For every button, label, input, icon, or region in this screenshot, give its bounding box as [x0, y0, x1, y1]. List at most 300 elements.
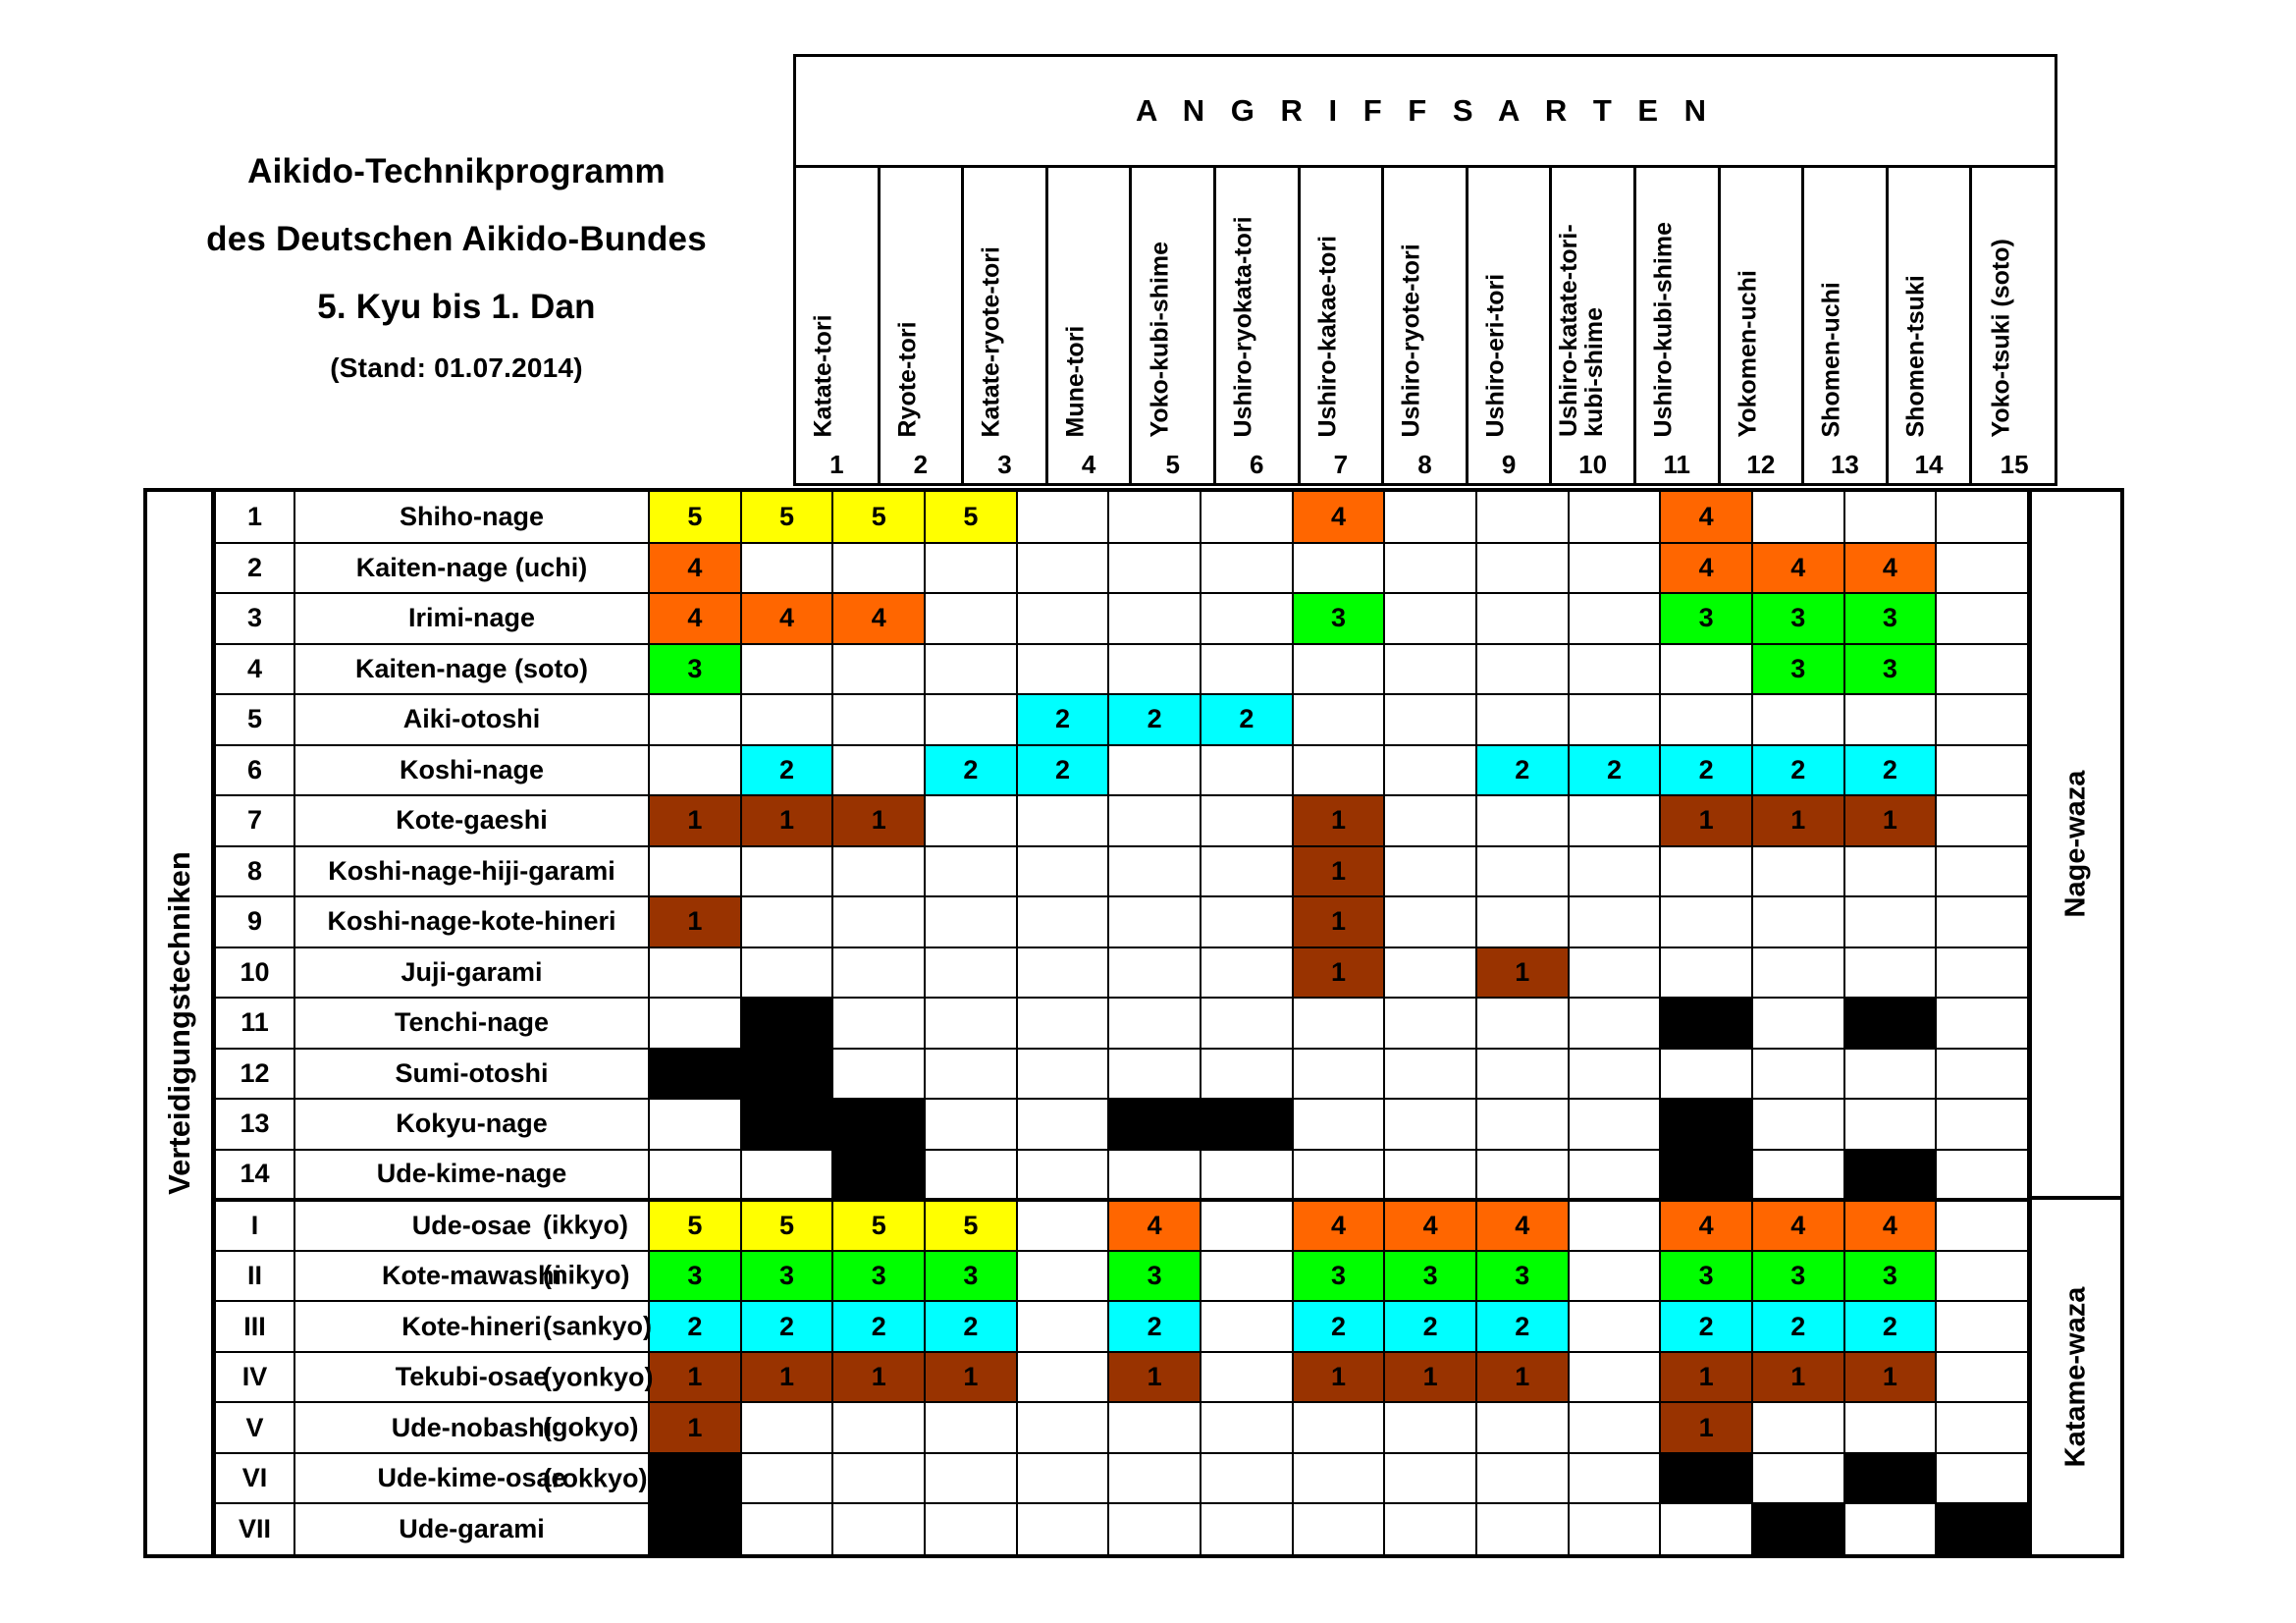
grade-cell[interactable] [1936, 644, 2028, 695]
grade-cell[interactable] [832, 1453, 925, 1504]
grade-cell[interactable] [1476, 1402, 1569, 1453]
grade-cell[interactable] [1936, 593, 2028, 644]
grade-cell[interactable] [1660, 644, 1752, 695]
grade-cell[interactable] [649, 998, 741, 1049]
grade-cell[interactable] [741, 1453, 833, 1504]
grade-cell[interactable] [1569, 644, 1661, 695]
grade-cell[interactable] [1017, 1503, 1109, 1554]
grade-cell[interactable] [1201, 947, 1293, 999]
grade-cell[interactable] [1936, 492, 2028, 543]
grade-cell[interactable] [1476, 1150, 1569, 1201]
grade-cell[interactable]: 5 [741, 492, 833, 543]
grade-cell[interactable] [1108, 1049, 1201, 1100]
grade-cell[interactable] [1384, 1099, 1476, 1150]
grade-cell[interactable] [1936, 1049, 2028, 1100]
grade-cell[interactable] [925, 998, 1017, 1049]
grade-cell[interactable] [1752, 492, 1844, 543]
grade-cell[interactable]: 3 [1752, 644, 1844, 695]
grade-cell[interactable]: 1 [1844, 795, 1937, 846]
grade-cell[interactable] [1569, 896, 1661, 947]
grade-cell[interactable] [1660, 1049, 1752, 1100]
grade-cell[interactable] [1569, 1200, 1661, 1251]
grade-cell[interactable]: 1 [1660, 1352, 1752, 1403]
grade-cell[interactable]: 1.D. [741, 998, 833, 1049]
grade-cell[interactable] [1201, 1049, 1293, 1100]
grade-cell[interactable]: 2 [1017, 694, 1109, 745]
grade-cell[interactable]: 1.D. [1660, 1099, 1752, 1150]
grade-cell[interactable] [1108, 947, 1201, 999]
grade-cell[interactable]: 1.D. [1108, 1099, 1201, 1150]
grade-cell[interactable] [1844, 846, 1937, 897]
grade-cell[interactable]: 2 [1293, 1301, 1385, 1352]
grade-cell[interactable] [925, 1453, 1017, 1504]
grade-cell[interactable] [1017, 492, 1109, 543]
grade-cell[interactable] [1569, 1453, 1661, 1504]
grade-cell[interactable] [1936, 896, 2028, 947]
grade-cell[interactable]: 2 [832, 1301, 925, 1352]
grade-cell[interactable] [1936, 1200, 2028, 1251]
grade-cell[interactable] [1201, 1453, 1293, 1504]
grade-cell[interactable] [1293, 745, 1385, 796]
grade-cell[interactable] [925, 644, 1017, 695]
grade-cell[interactable] [1108, 1503, 1201, 1554]
grade-cell[interactable] [1752, 1402, 1844, 1453]
grade-cell[interactable]: 1.D. [1936, 1503, 2028, 1554]
grade-cell[interactable]: 1.D. [741, 1099, 833, 1150]
grade-cell[interactable] [1476, 694, 1569, 745]
grade-cell[interactable]: 1 [1752, 795, 1844, 846]
grade-cell[interactable] [741, 846, 833, 897]
grade-cell[interactable] [1844, 694, 1937, 745]
grade-cell[interactable] [741, 947, 833, 999]
grade-cell[interactable] [1384, 998, 1476, 1049]
grade-cell[interactable]: 2 [1017, 745, 1109, 796]
grade-cell[interactable] [1017, 947, 1109, 999]
grade-cell[interactable] [1108, 1402, 1201, 1453]
grade-cell[interactable] [1293, 694, 1385, 745]
grade-cell[interactable] [925, 593, 1017, 644]
grade-cell[interactable] [1017, 1402, 1109, 1453]
grade-cell[interactable]: 3 [649, 644, 741, 695]
grade-cell[interactable]: 1 [832, 795, 925, 846]
grade-cell[interactable] [1476, 543, 1569, 594]
grade-cell[interactable] [1293, 998, 1385, 1049]
grade-cell[interactable]: 1.D. [649, 1453, 741, 1504]
grade-cell[interactable]: 1.D. [741, 1049, 833, 1100]
grade-cell[interactable] [1936, 1251, 2028, 1302]
grade-cell[interactable] [1936, 998, 2028, 1049]
grade-cell[interactable]: 3 [1752, 593, 1844, 644]
grade-cell[interactable] [1293, 543, 1385, 594]
grade-cell[interactable] [1384, 1150, 1476, 1201]
grade-cell[interactable] [1660, 846, 1752, 897]
grade-cell[interactable]: 3 [925, 1251, 1017, 1302]
grade-cell[interactable]: 1 [1660, 1402, 1752, 1453]
grade-cell[interactable]: 5 [925, 492, 1017, 543]
grade-cell[interactable]: 1 [1293, 1352, 1385, 1403]
grade-cell[interactable] [1752, 1049, 1844, 1100]
grade-cell[interactable] [1201, 644, 1293, 695]
grade-cell[interactable]: 5 [741, 1200, 833, 1251]
grade-cell[interactable] [1293, 1099, 1385, 1150]
grade-cell[interactable] [1569, 947, 1661, 999]
grade-cell[interactable] [1384, 947, 1476, 999]
grade-cell[interactable]: 4 [1660, 543, 1752, 594]
grade-cell[interactable]: 3 [1752, 1251, 1844, 1302]
grade-cell[interactable]: 4 [649, 593, 741, 644]
grade-cell[interactable] [1017, 1251, 1109, 1302]
grade-cell[interactable]: 4 [1293, 492, 1385, 543]
grade-cell[interactable]: 4 [1752, 1200, 1844, 1251]
grade-cell[interactable] [1108, 543, 1201, 594]
grade-cell[interactable]: 3 [1660, 593, 1752, 644]
grade-cell[interactable]: 1 [1293, 795, 1385, 846]
grade-cell[interactable] [1476, 1049, 1569, 1100]
grade-cell[interactable] [832, 1049, 925, 1100]
grade-cell[interactable]: 1.D. [1660, 1150, 1752, 1201]
grade-cell[interactable]: 4 [1293, 1200, 1385, 1251]
grade-cell[interactable] [1201, 795, 1293, 846]
grade-cell[interactable] [1936, 846, 2028, 897]
grade-cell[interactable] [1108, 492, 1201, 543]
grade-cell[interactable] [1017, 1352, 1109, 1403]
grade-cell[interactable] [649, 1150, 741, 1201]
grade-cell[interactable] [741, 1150, 833, 1201]
grade-cell[interactable] [1384, 694, 1476, 745]
grade-cell[interactable]: 4 [1108, 1200, 1201, 1251]
grade-cell[interactable] [832, 1402, 925, 1453]
grade-cell[interactable]: 1.D. [649, 1503, 741, 1554]
grade-cell[interactable]: 1 [1476, 947, 1569, 999]
grade-cell[interactable] [1476, 492, 1569, 543]
grade-cell[interactable]: 2 [741, 745, 833, 796]
grade-cell[interactable] [1384, 1453, 1476, 1504]
grade-cell[interactable]: 2 [1384, 1301, 1476, 1352]
grade-cell[interactable] [925, 795, 1017, 846]
grade-cell[interactable] [1936, 1402, 2028, 1453]
grade-cell[interactable]: 2 [1844, 745, 1937, 796]
grade-cell[interactable]: 4 [1476, 1200, 1569, 1251]
grade-cell[interactable] [1476, 644, 1569, 695]
grade-cell[interactable]: 1 [649, 1352, 741, 1403]
grade-cell[interactable] [649, 947, 741, 999]
grade-cell[interactable] [1201, 846, 1293, 897]
grade-cell[interactable] [832, 998, 925, 1049]
grade-cell[interactable] [1936, 795, 2028, 846]
grade-cell[interactable] [1384, 492, 1476, 543]
grade-cell[interactable]: 2 [1569, 745, 1661, 796]
grade-cell[interactable] [1936, 745, 2028, 796]
grade-cell[interactable] [1569, 795, 1661, 846]
grade-cell[interactable]: 3 [1293, 593, 1385, 644]
grade-cell[interactable] [1293, 644, 1385, 695]
grade-cell[interactable] [1936, 543, 2028, 594]
grade-cell[interactable] [1569, 492, 1661, 543]
grade-cell[interactable] [1108, 644, 1201, 695]
grade-cell[interactable]: 3 [832, 1251, 925, 1302]
grade-cell[interactable] [1017, 1099, 1109, 1150]
grade-cell[interactable]: 1 [1844, 1352, 1937, 1403]
grade-cell[interactable] [1476, 896, 1569, 947]
grade-cell[interactable] [1201, 593, 1293, 644]
grade-cell[interactable] [1569, 1301, 1661, 1352]
grade-cell[interactable] [832, 1503, 925, 1554]
grade-cell[interactable] [1476, 1453, 1569, 1504]
grade-cell[interactable]: 1 [741, 1352, 833, 1403]
grade-cell[interactable]: 4 [1384, 1200, 1476, 1251]
grade-cell[interactable] [1476, 795, 1569, 846]
grade-cell[interactable]: 3 [1293, 1251, 1385, 1302]
grade-cell[interactable]: 2 [925, 1301, 1017, 1352]
grade-cell[interactable] [1384, 846, 1476, 897]
grade-cell[interactable] [1384, 896, 1476, 947]
grade-cell[interactable] [1201, 745, 1293, 796]
grade-cell[interactable] [1569, 694, 1661, 745]
grade-cell[interactable] [1384, 644, 1476, 695]
grade-cell[interactable] [1201, 492, 1293, 543]
grade-cell[interactable] [1844, 1049, 1937, 1100]
grade-cell[interactable] [1844, 1402, 1937, 1453]
grade-cell[interactable] [1752, 694, 1844, 745]
grade-cell[interactable] [1108, 795, 1201, 846]
grade-cell[interactable] [1384, 1503, 1476, 1554]
grade-cell[interactable] [1201, 1251, 1293, 1302]
grade-cell[interactable] [925, 846, 1017, 897]
grade-cell[interactable]: 2 [1844, 1301, 1937, 1352]
grade-cell[interactable]: 1 [649, 795, 741, 846]
grade-cell[interactable]: 2 [1108, 694, 1201, 745]
grade-cell[interactable] [925, 1503, 1017, 1554]
grade-cell[interactable] [1936, 947, 2028, 999]
grade-cell[interactable] [925, 694, 1017, 745]
grade-cell[interactable] [741, 896, 833, 947]
grade-cell[interactable] [1017, 1150, 1109, 1201]
grade-cell[interactable] [1569, 846, 1661, 897]
grade-cell[interactable] [1017, 1301, 1109, 1352]
grade-cell[interactable] [1660, 1503, 1752, 1554]
grade-cell[interactable]: 1 [1293, 846, 1385, 897]
grade-cell[interactable] [1201, 1402, 1293, 1453]
grade-cell[interactable]: 1 [649, 896, 741, 947]
grade-cell[interactable] [1108, 745, 1201, 796]
grade-cell[interactable] [1752, 947, 1844, 999]
grade-cell[interactable]: 5 [649, 1200, 741, 1251]
grade-cell[interactable] [925, 1150, 1017, 1201]
grade-cell[interactable] [1936, 1099, 2028, 1150]
grade-cell[interactable] [1017, 543, 1109, 594]
grade-cell[interactable]: 1 [1293, 896, 1385, 947]
grade-cell[interactable]: 1 [1108, 1352, 1201, 1403]
grade-cell[interactable] [1017, 795, 1109, 846]
grade-cell[interactable]: 1 [741, 795, 833, 846]
grade-cell[interactable]: 5 [832, 1200, 925, 1251]
grade-cell[interactable]: 1 [1476, 1352, 1569, 1403]
grade-cell[interactable]: 1 [1752, 1352, 1844, 1403]
grade-cell[interactable]: 3 [649, 1251, 741, 1302]
grade-cell[interactable]: 1.D. [1660, 1453, 1752, 1504]
grade-cell[interactable]: 3 [1844, 644, 1937, 695]
grade-cell[interactable] [925, 1049, 1017, 1100]
grade-cell[interactable] [1752, 1150, 1844, 1201]
grade-cell[interactable] [1017, 846, 1109, 897]
grade-cell[interactable] [832, 846, 925, 897]
grade-cell[interactable] [1752, 1453, 1844, 1504]
grade-cell[interactable] [1752, 896, 1844, 947]
grade-cell[interactable] [1017, 1049, 1109, 1100]
grade-cell[interactable]: 2 [1108, 1301, 1201, 1352]
grade-cell[interactable] [1108, 1150, 1201, 1201]
grade-cell[interactable]: 1 [1660, 795, 1752, 846]
grade-cell[interactable] [832, 745, 925, 796]
grade-cell[interactable]: 1 [1293, 947, 1385, 999]
grade-cell[interactable] [1108, 896, 1201, 947]
grade-cell[interactable] [832, 896, 925, 947]
grade-cell[interactable] [649, 846, 741, 897]
grade-cell[interactable] [1569, 593, 1661, 644]
grade-cell[interactable] [1476, 998, 1569, 1049]
grade-cell[interactable] [1476, 1099, 1569, 1150]
grade-cell[interactable] [1017, 1200, 1109, 1251]
grade-cell[interactable] [1017, 896, 1109, 947]
grade-cell[interactable] [1384, 1049, 1476, 1100]
grade-cell[interactable] [1384, 593, 1476, 644]
grade-cell[interactable] [1384, 745, 1476, 796]
grade-cell[interactable] [1660, 896, 1752, 947]
grade-cell[interactable] [741, 694, 833, 745]
grade-cell[interactable]: 1.D. [1844, 1150, 1937, 1201]
grade-cell[interactable] [1936, 1150, 2028, 1201]
grade-cell[interactable] [925, 947, 1017, 999]
grade-cell[interactable] [1936, 1352, 2028, 1403]
grade-cell[interactable] [741, 543, 833, 594]
grade-cell[interactable]: 1 [832, 1352, 925, 1403]
grade-cell[interactable]: 2 [741, 1301, 833, 1352]
grade-cell[interactable] [1017, 593, 1109, 644]
grade-cell[interactable] [741, 644, 833, 695]
grade-cell[interactable]: 1.D. [1660, 998, 1752, 1049]
grade-cell[interactable]: 1.D. [649, 1049, 741, 1100]
grade-cell[interactable]: 5 [925, 1200, 1017, 1251]
grade-cell[interactable] [1844, 492, 1937, 543]
grade-cell[interactable]: 1.D. [1844, 998, 1937, 1049]
grade-cell[interactable]: 2 [925, 745, 1017, 796]
grade-cell[interactable] [832, 694, 925, 745]
grade-cell[interactable] [1017, 1453, 1109, 1504]
grade-cell[interactable] [832, 543, 925, 594]
grade-cell[interactable] [1569, 998, 1661, 1049]
grade-cell[interactable]: 1 [925, 1352, 1017, 1403]
grade-cell[interactable] [741, 1402, 833, 1453]
grade-cell[interactable] [1201, 1301, 1293, 1352]
grade-cell[interactable] [1476, 1503, 1569, 1554]
grade-cell[interactable] [1476, 846, 1569, 897]
grade-cell[interactable]: 2 [1660, 1301, 1752, 1352]
grade-cell[interactable]: 3 [1844, 1251, 1937, 1302]
grade-cell[interactable]: 1.D. [832, 1150, 925, 1201]
grade-cell[interactable]: 3 [1476, 1251, 1569, 1302]
grade-cell[interactable] [649, 1099, 741, 1150]
grade-cell[interactable] [925, 1402, 1017, 1453]
grade-cell[interactable] [1384, 543, 1476, 594]
grade-cell[interactable] [1844, 947, 1937, 999]
grade-cell[interactable]: 2 [1476, 745, 1569, 796]
grade-cell[interactable] [1293, 1049, 1385, 1100]
grade-cell[interactable] [1201, 1503, 1293, 1554]
grade-cell[interactable] [1201, 1352, 1293, 1403]
grade-cell[interactable] [1660, 947, 1752, 999]
grade-cell[interactable]: 2 [1660, 745, 1752, 796]
grade-cell[interactable]: 2 [1752, 745, 1844, 796]
grade-cell[interactable] [1569, 1503, 1661, 1554]
grade-cell[interactable] [1293, 1453, 1385, 1504]
grade-cell[interactable]: 3 [741, 1251, 833, 1302]
grade-cell[interactable]: 2 [1752, 1301, 1844, 1352]
grade-cell[interactable]: 4 [1844, 543, 1937, 594]
grade-cell[interactable]: 1 [649, 1402, 741, 1453]
grade-cell[interactable] [1569, 543, 1661, 594]
grade-cell[interactable] [1936, 694, 2028, 745]
grade-cell[interactable] [1569, 1352, 1661, 1403]
grade-cell[interactable] [832, 947, 925, 999]
grade-cell[interactable] [1476, 593, 1569, 644]
grade-cell[interactable] [1293, 1150, 1385, 1201]
grade-cell[interactable] [925, 1099, 1017, 1150]
grade-cell[interactable]: 4 [741, 593, 833, 644]
grade-cell[interactable]: 5 [649, 492, 741, 543]
grade-cell[interactable] [1108, 593, 1201, 644]
grade-cell[interactable] [1569, 1099, 1661, 1150]
grade-cell[interactable] [1201, 543, 1293, 594]
grade-cell[interactable] [1569, 1402, 1661, 1453]
grade-cell[interactable]: 5 [832, 492, 925, 543]
grade-cell[interactable] [1108, 1453, 1201, 1504]
grade-cell[interactable] [1844, 1503, 1937, 1554]
grade-cell[interactable] [925, 543, 1017, 594]
grade-cell[interactable] [1752, 1099, 1844, 1150]
grade-cell[interactable] [1384, 795, 1476, 846]
grade-cell[interactable] [741, 1503, 833, 1554]
grade-cell[interactable] [925, 896, 1017, 947]
grade-cell[interactable] [1201, 998, 1293, 1049]
grade-cell[interactable] [832, 644, 925, 695]
grade-cell[interactable]: 3 [1108, 1251, 1201, 1302]
grade-cell[interactable] [1108, 998, 1201, 1049]
grade-cell[interactable] [1936, 1453, 2028, 1504]
grade-cell[interactable]: 1 [1384, 1352, 1476, 1403]
grade-cell[interactable] [1201, 1200, 1293, 1251]
grade-cell[interactable]: 4 [832, 593, 925, 644]
grade-cell[interactable]: 2 [1201, 694, 1293, 745]
grade-cell[interactable] [1293, 1402, 1385, 1453]
grade-cell[interactable]: 1.D. [1752, 1503, 1844, 1554]
grade-cell[interactable] [1936, 1301, 2028, 1352]
grade-cell[interactable] [1201, 1150, 1293, 1201]
grade-cell[interactable]: 4 [649, 543, 741, 594]
grade-cell[interactable] [1108, 846, 1201, 897]
grade-cell[interactable] [1201, 896, 1293, 947]
grade-cell[interactable]: 3 [1660, 1251, 1752, 1302]
grade-cell[interactable]: 3 [1384, 1251, 1476, 1302]
grade-cell[interactable] [1017, 998, 1109, 1049]
grade-cell[interactable] [1293, 1503, 1385, 1554]
grade-cell[interactable] [1384, 1402, 1476, 1453]
grade-cell[interactable]: 4 [1660, 1200, 1752, 1251]
grade-cell[interactable]: 2 [1476, 1301, 1569, 1352]
grade-cell[interactable]: 3 [1844, 593, 1937, 644]
grade-cell[interactable] [1569, 1049, 1661, 1100]
grade-cell[interactable]: 1.D. [832, 1099, 925, 1150]
grade-cell[interactable] [1752, 846, 1844, 897]
